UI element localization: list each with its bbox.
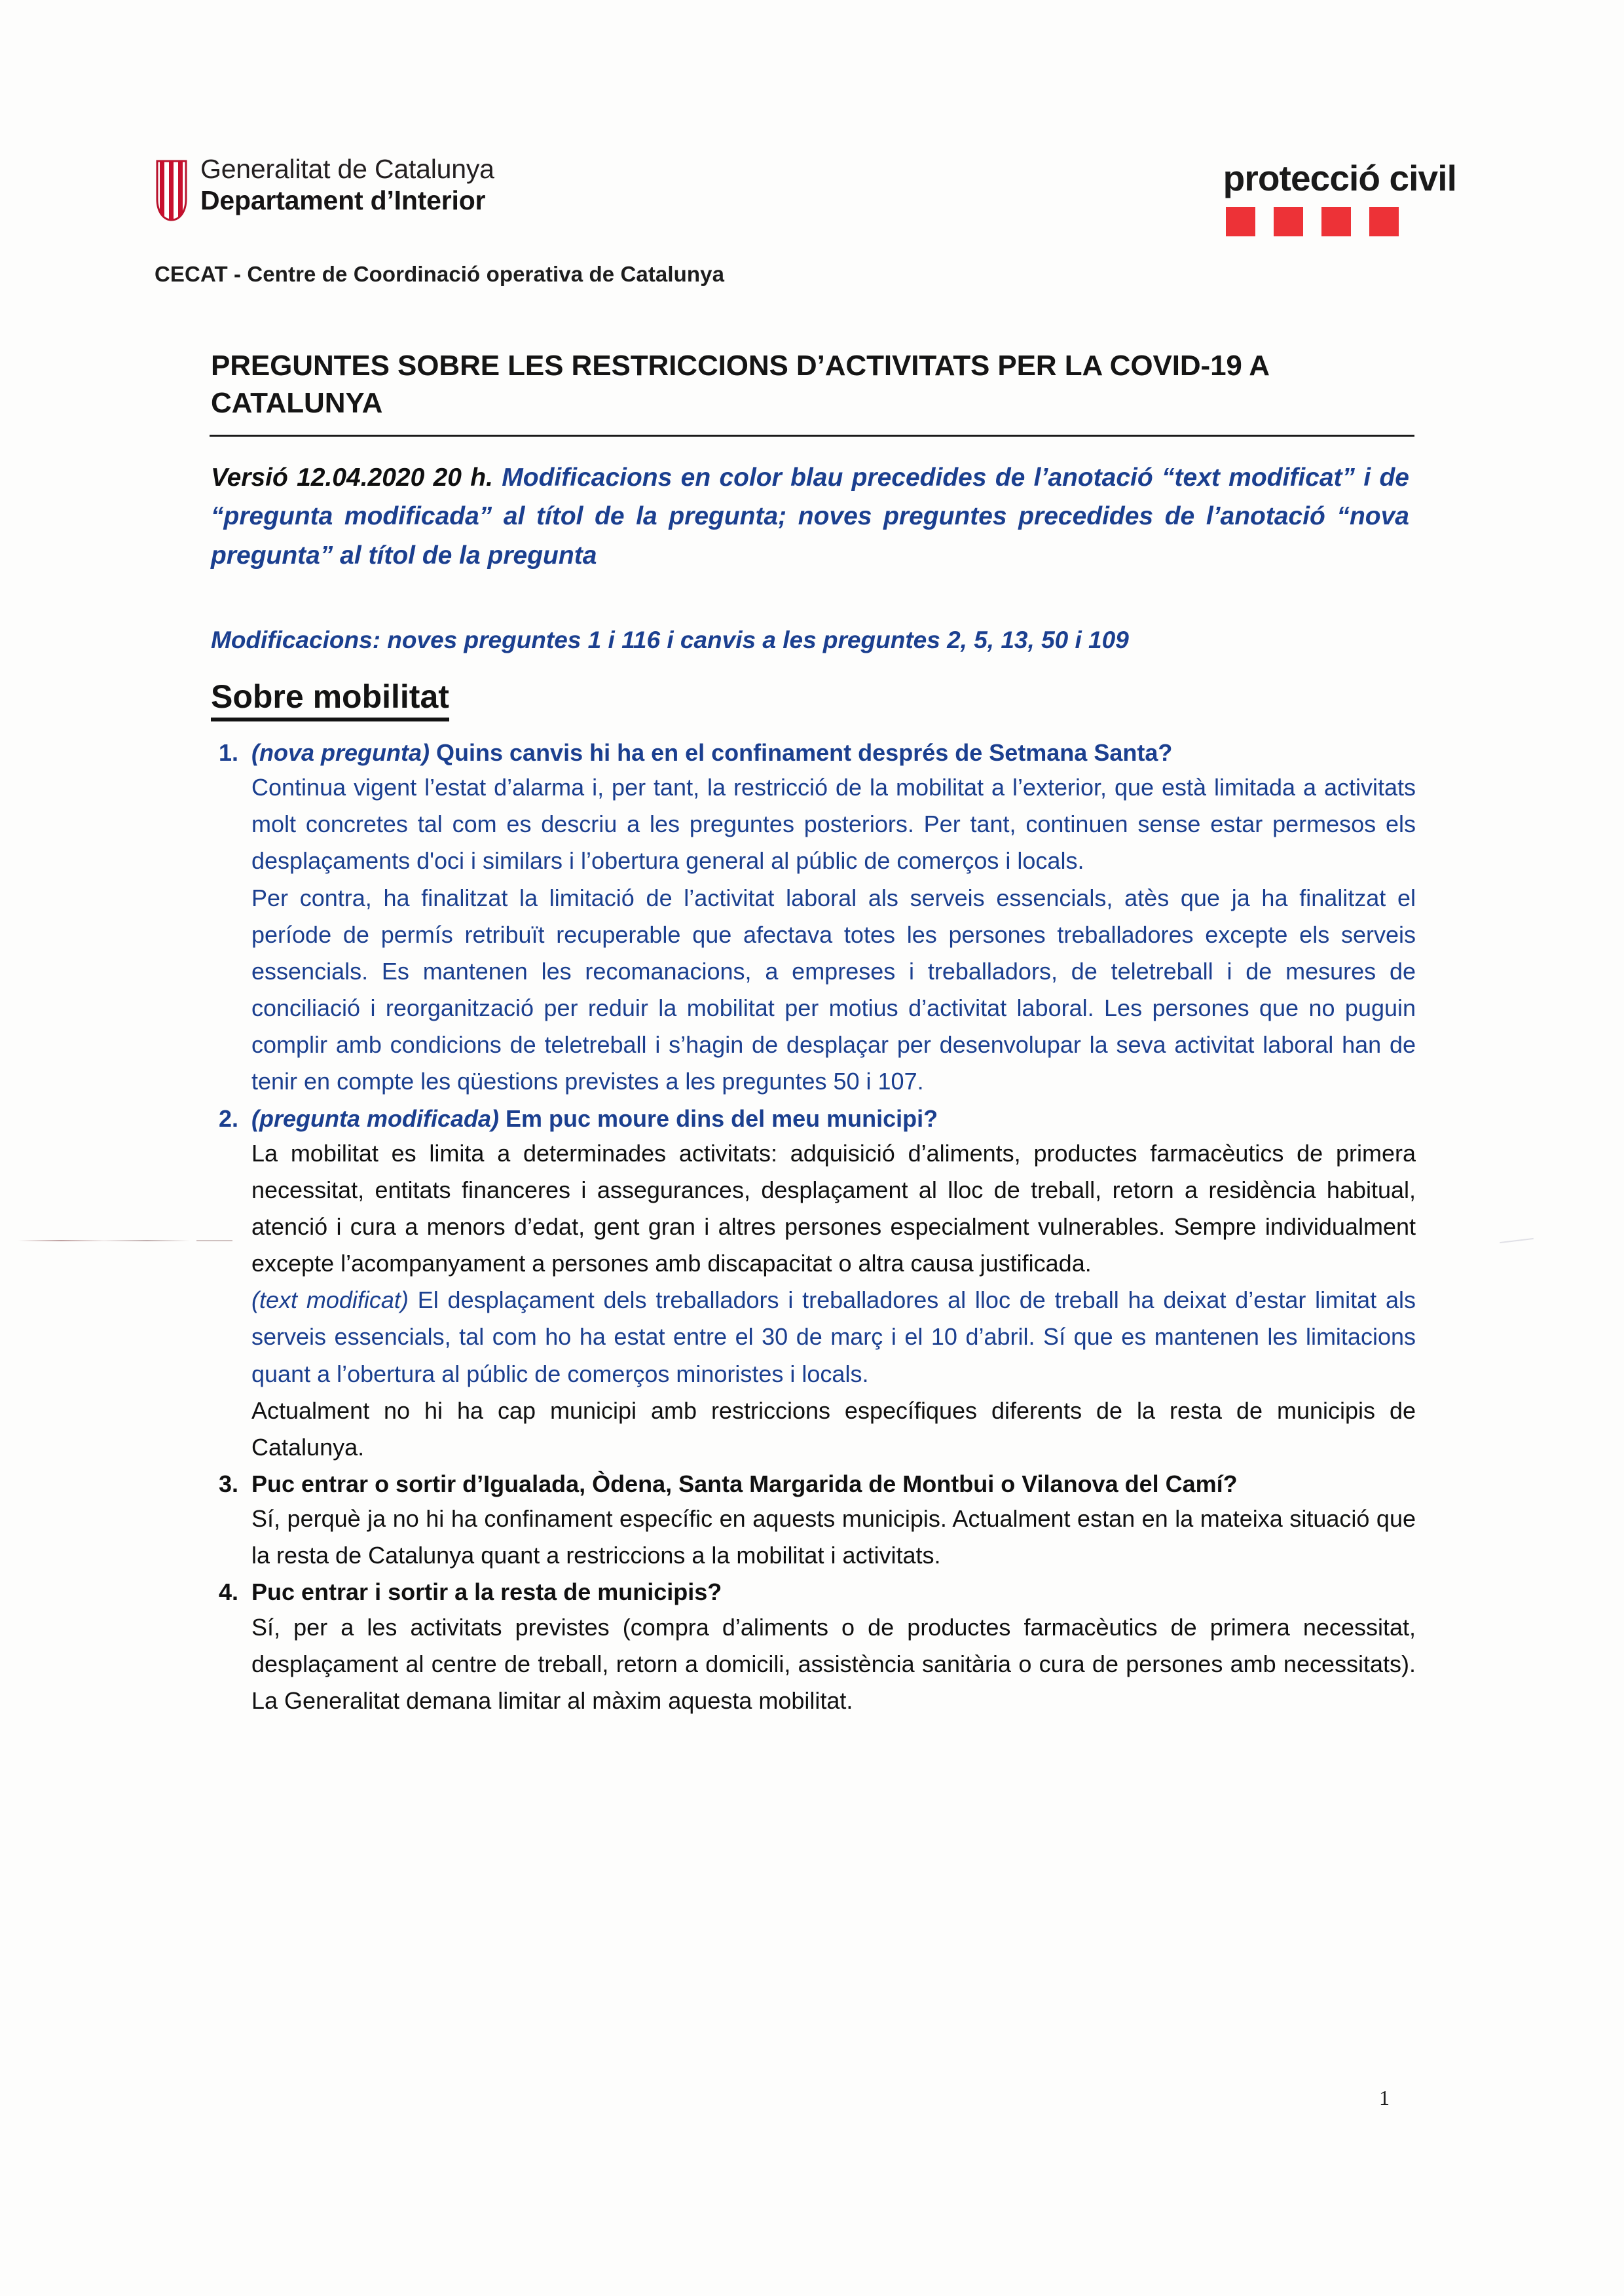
version-paragraph: [211, 458, 1409, 575]
answer-paragraph: [251, 1393, 1416, 1466]
generalitat-shield-icon: [155, 158, 189, 223]
question-title-text: Puc entrar o sortir d’Igualada, Òdena, Santa Margarida de Montbui o Vilanova del Camí?: [251, 1470, 1238, 1498]
document-header: [155, 156, 1471, 254]
answer-text: Per contra, ha finalitzat la limitació de l’activitat laboral als serveis essencials, atès que ja ha finalitzat el període de permís retribuït recuperable que afectava totes les persones treballadores excepte els serveis essencials. Es mantenen les recomanacions, a empreses i treballadors, de teletreball i de mesures de conciliació i reorganització per reduir la mobilitat per motius d’activitat laboral. Les persones que no puguin complir amb condicions de teletreball i s’hagin de desplaçar per desenvolupar la seva activitat laboral han de tenir en compte les qüestions previstes a les preguntes 50 i 107.: [251, 884, 1416, 1095]
generalitat-logo-block: [155, 156, 494, 223]
scan-artifact-mark-right: [1500, 1235, 1539, 1248]
question-title: [251, 1467, 1416, 1501]
question-heading-row: [211, 736, 1416, 769]
question-item: [211, 736, 1416, 1101]
answer-text: Continua vigent l’estat d’alarma i, per tant, la restricció de la mobilitat a l’exterior, que està limitada a activitats molt concretes tal com es descriu a les preguntes posteriors. Per tant, continuen sense estar permesos els desplaçaments d'oci i similars i l’obertura general al públic de comerços i locals.: [251, 774, 1416, 875]
generalitat-name: Generalitat de Catalunya: [200, 154, 494, 184]
question-number: 4.: [218, 1578, 238, 1606]
scan-artifact-line-left-2: [196, 1240, 232, 1241]
answer-paragraph: [251, 1501, 1416, 1574]
answer-text: Sí, perquè ja no hi ha confinament específic en aquests municipis. Actualment estan en la mateixa situació que la resta de Catalunya quant a restriccions a la mobilitat i activitats.: [251, 1505, 1416, 1569]
question-title-text: Em puc moure dins del meu municipi?: [506, 1104, 938, 1132]
question-title: [251, 1102, 1416, 1135]
answer-text: La mobilitat es limita a determinades activitats: adquisició d’aliments, productes farmacèutics de primera necessitat, entitats financeres i assegurances, desplaçament al lloc de treball, retorn a residència habitual, atenció i cura a menors d’edat, gent gran i altres persones especialment vulnerables. Sempre individualment excepte l’acompanyament a persones amb discapacitat o altra causa justificada.: [251, 1139, 1416, 1277]
pc-square-3: [1321, 207, 1351, 236]
question-tag: (nova pregunta): [251, 739, 437, 766]
question-item: [211, 1575, 1416, 1719]
proteccio-civil-squares: [1223, 207, 1456, 236]
page-number: 1: [1379, 2086, 1390, 2109]
answer-paragraph: [251, 880, 1416, 1101]
inline-modification-tag: (text modificat): [251, 1286, 418, 1314]
pc-square-1: [1226, 207, 1255, 236]
pc-square-2: [1274, 207, 1303, 236]
questions-list: [211, 736, 1416, 1719]
cecat-subtitle: CECAT - Centre de Coordinació operativa de Catalunya: [155, 262, 725, 286]
question-tag: (pregunta modificada): [251, 1104, 506, 1132]
modifications-line: Modificacions: noves preguntes 1 i 116 i canvis a les preguntes 2, 5, 13, 50 i 109: [211, 627, 1129, 653]
version-date: Versió 12.04.2020 20 h.: [211, 464, 493, 492]
departament-name: Departament d’Interior: [200, 185, 486, 215]
question-title-text: Quins canvis hi ha en el confinament després de Setmana Santa?: [436, 739, 1173, 766]
question-heading-row: [211, 1467, 1416, 1501]
proteccio-civil-logo-block: [1223, 157, 1456, 236]
question-heading-row: [211, 1575, 1416, 1609]
answer-text: El desplaçament dels treballadors i treballadores al lloc de treball ha deixat d’estar limitat als serveis essencials, tal com ho ha estat entre el 30 de març i el 10 d’abril. Sí que es mantenen les limitacions quant a l’obertura al públic de comerços minoristes i locals.: [251, 1286, 1416, 1387]
answer-paragraph: [251, 1609, 1416, 1719]
answer-text: Sí, per a les activitats previstes (compra d’aliments o de productes farmacèutics de primera necessitat, desplaçament al centre de treball, retorn a domicili, assistència sanitària o cura de persones amb necessitats). La Generalitat demana limitar al màxim aquesta mobilitat.: [251, 1613, 1416, 1714]
question-heading-row: [211, 1102, 1416, 1135]
pc-square-4: [1369, 207, 1399, 236]
answer-text: Actualment no hi ha cap municipi amb restriccions específiques diferents de la resta de municipis de Catalunya.: [251, 1396, 1416, 1461]
question-title: [251, 1575, 1416, 1609]
page-title: PREGUNTES SOBRE LES RESTRICCIONS D’ACTIVITATS PER LA COVID-19 A CATALUNYA: [211, 350, 1269, 420]
question-title-text: Puc entrar i sortir a la resta de municipis?: [251, 1578, 722, 1606]
question-number: 1.: [218, 739, 238, 766]
answer-paragraph: [251, 769, 1416, 879]
question-number: 3.: [218, 1470, 238, 1498]
section-heading-mobilitat: Sobre mobilitat: [211, 678, 449, 721]
question-number: 2.: [218, 1104, 238, 1132]
title-divider: [210, 435, 1414, 437]
question-title: [251, 736, 1416, 769]
question-item: [211, 1102, 1416, 1467]
answer-paragraph: [251, 1135, 1416, 1283]
version-legend: Modificacions en color blau precedides de l’anotació “text modificat” i de “pregunta modificada” al títol de la pregunta; noves preguntes precedides de l’anotació “nova pregunta” al títol de la pregunta: [211, 464, 1410, 570]
generalitat-wordmark: [200, 156, 494, 214]
answer-paragraph: [251, 1282, 1416, 1392]
scan-artifact-line-left: [18, 1240, 190, 1241]
proteccio-civil-title: protecció civil: [1223, 158, 1456, 198]
question-item: [211, 1467, 1416, 1574]
